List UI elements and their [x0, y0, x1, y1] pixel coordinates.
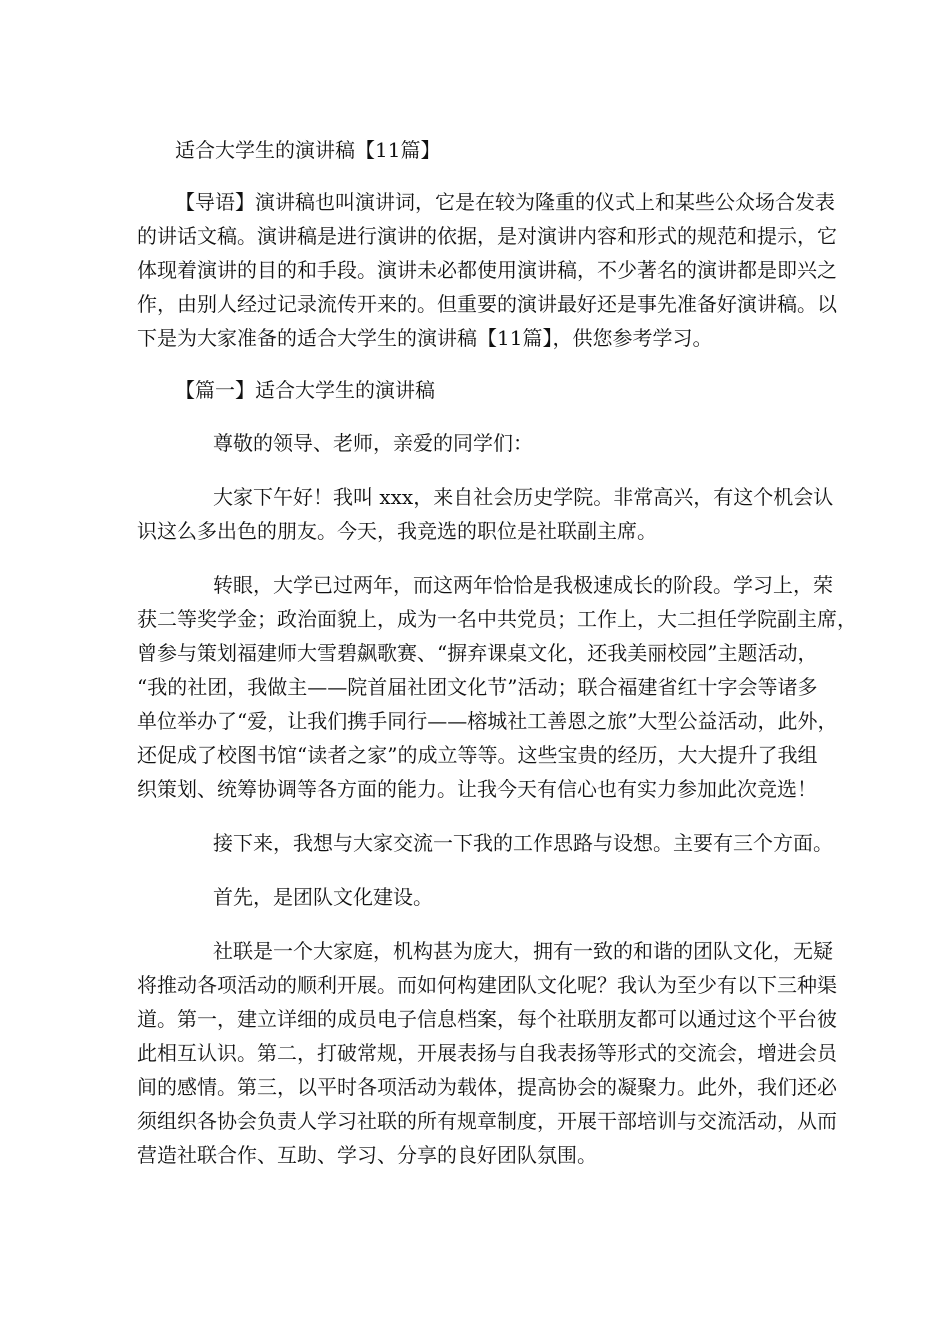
- paragraph-line: 此相互认识。第二，打破常规，开展表扬与自我表扬等形式的交流会，增进会员: [137, 1041, 837, 1065]
- intro-line: 下是为大家准备的适合大学生的演讲稿【11篇】，供您参考学习。: [137, 326, 713, 350]
- intro-line: 【导语】演讲稿也叫演讲词，它是在较为隆重的仪式上和某些公众场合发表: [175, 190, 835, 214]
- paragraph-line: 大家下午好！我叫 xxx，来自社会历史学院。非常高兴，有这个机会认: [213, 485, 834, 509]
- paragraph-line: 营造社联合作、互助、学习、分享的良好团队氛围。: [137, 1143, 597, 1167]
- salutation: 尊敬的领导、老师，亲爱的同学们：: [213, 431, 533, 455]
- intro-line: 的讲话文稿。演讲稿是进行演讲的依据，是对演讲内容和形式的规范和提示，它: [137, 224, 837, 248]
- paragraph-line: 获二等奖学金；政治面貌上，成为一名中共党员；工作上，大二担任学院副主席，: [137, 607, 857, 631]
- section-heading: 【篇一】适合大学生的演讲稿: [175, 378, 435, 402]
- paragraph-line: 识这么多出色的朋友。今天，我竞选的职位是社联副主席。: [137, 519, 657, 543]
- paragraph-line: 社联是一个大家庭，机构甚为庞大，拥有一致的和谐的团队文化，无疑: [213, 939, 833, 963]
- paragraph-line: 转眼，大学已过两年，而这两年恰恰是我极速成长的阶段。学习上，荣: [213, 573, 833, 597]
- paragraph-line: 还促成了校图书馆“读者之家”的成立等等。这些宝贵的经历，大大提升了我组: [137, 743, 818, 767]
- paragraph-line: 道。第一，建立详细的成员电子信息档案，每个社联朋友都可以通过这个平台彼: [137, 1007, 837, 1031]
- paragraph-line: 曾参与策划福建师大雪碧飙歌赛、“摒弃课桌文化，还我美丽校园”主题活动，: [137, 641, 818, 665]
- paragraph-line: “我的社团，我做主——院首届社团文化节”活动；联合福建省红十字会等诸多: [137, 675, 818, 699]
- paragraph-4: 首先，是团队文化建设。: [213, 885, 433, 909]
- paragraph-line: 单位举办了“爱，让我们携手同行——榕城社工善恩之旅”大型公益活动，此外，: [137, 709, 838, 733]
- paragraph-line: 将推动各项活动的顺利开展。而如何构建团队文化呢？我认为至少有以下三种渠: [137, 973, 837, 997]
- paragraph-line: 须组织各协会负责人学习社联的所有规章制度，开展干部培训与交流活动，从而: [137, 1109, 837, 1133]
- intro-line: 作，由别人经过记录流传开来的。但重要的演讲最好还是事先准备好演讲稿。以: [137, 292, 837, 316]
- document-title: 适合大学生的演讲稿【11篇】: [175, 138, 441, 162]
- paragraph-line: 织策划、统筹协调等各方面的能力。让我今天有信心也有实力参加此次竞选！: [137, 777, 817, 801]
- intro-line: 体现着演讲的目的和手段。演讲未必都使用演讲稿，不少著名的演讲都是即兴之: [137, 258, 837, 282]
- paragraph-3: 接下来，我想与大家交流一下我的工作思路与设想。主要有三个方面。: [213, 831, 833, 855]
- paragraph-line: 间的感情。第三，以平时各项活动为载体，提高协会的凝聚力。此外，我们还必: [137, 1075, 837, 1099]
